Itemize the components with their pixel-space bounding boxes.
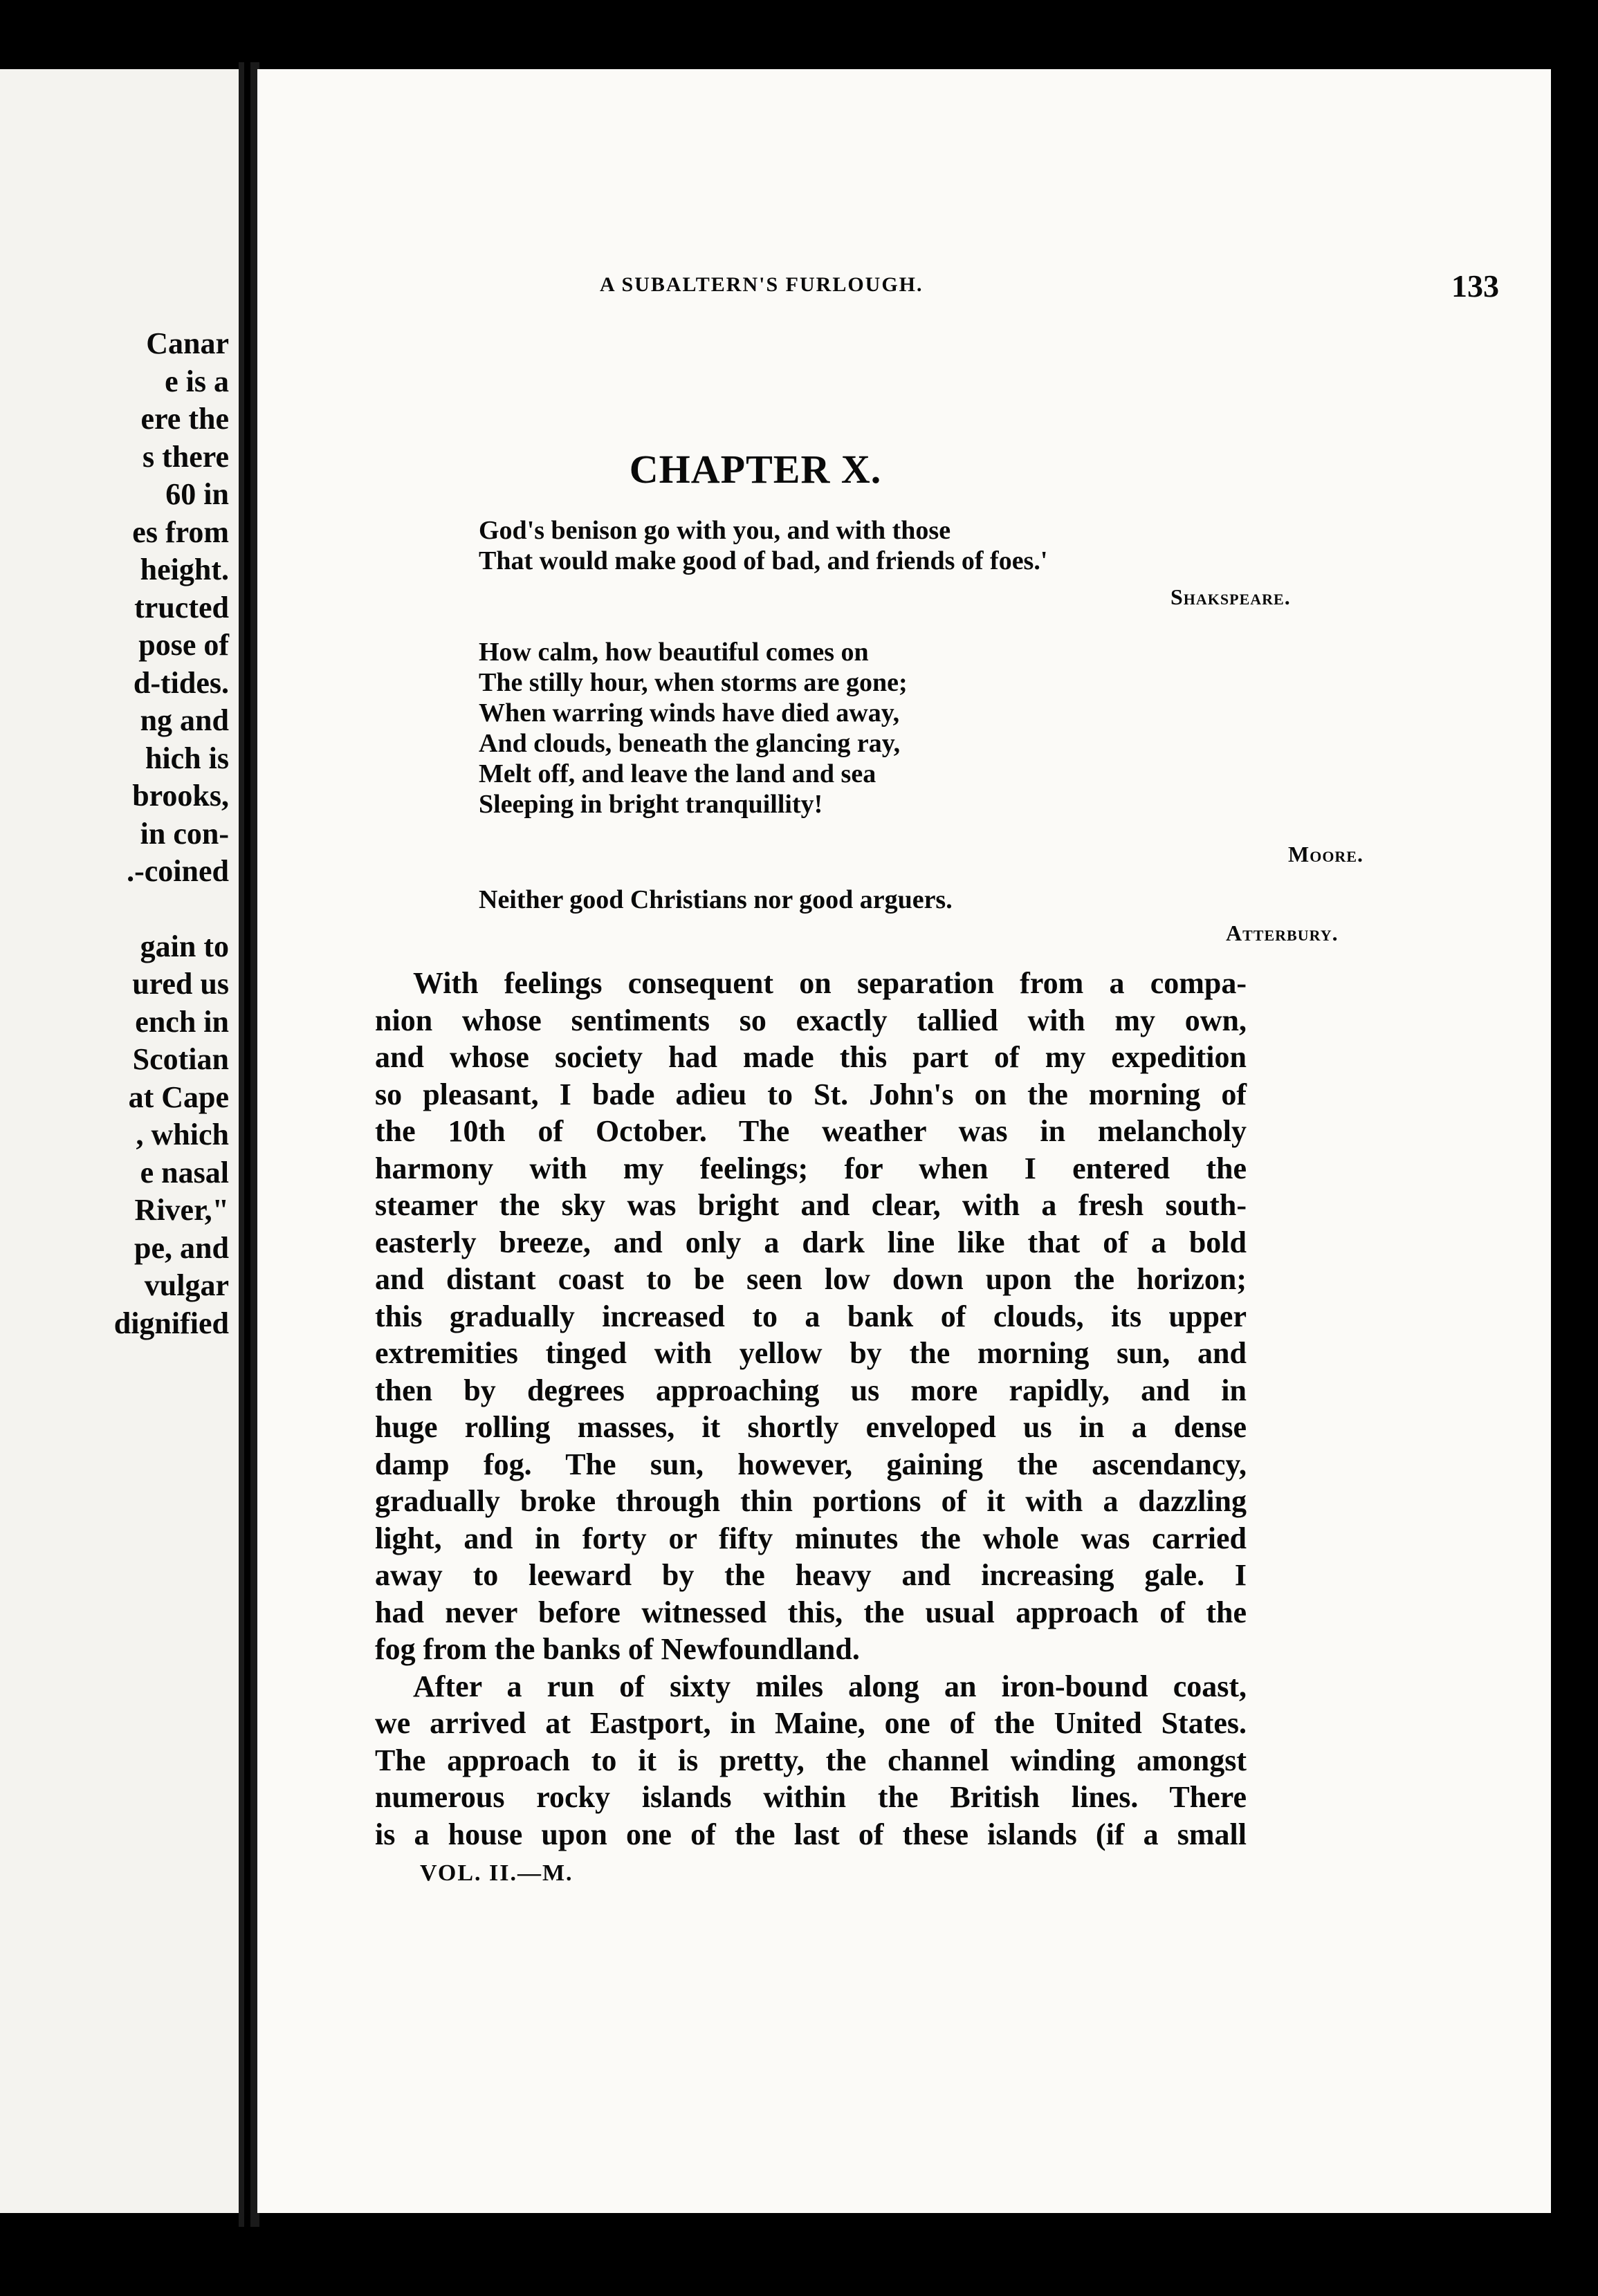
previous-page-fragment xyxy=(0,69,239,2213)
body-line: the 10th of October. The weather was in melancholy xyxy=(375,1114,1247,1148)
previous-page-line: e nasal xyxy=(140,1155,229,1189)
body-line: nion whose sentiments so exactly tallied with my own, xyxy=(375,1003,1247,1037)
epigraph-line: The stilly hour, when storms are gone; xyxy=(479,668,908,697)
previous-page-line: e is a xyxy=(165,364,229,398)
signature-mark: VOL. II.—M. xyxy=(420,1860,573,1886)
epigraph-line: When warring winds have died away, xyxy=(479,698,900,728)
epigraph-author: Atterbury. xyxy=(1226,920,1339,945)
previous-page-line: hich is xyxy=(145,741,229,775)
epigraphs xyxy=(465,515,1503,948)
body-line: is a house upon one of the last of these islands (if a small xyxy=(375,1817,1247,1851)
previous-page-line: .-coined xyxy=(127,854,229,888)
previous-page-line: in con- xyxy=(140,816,229,851)
previous-page-line: s there xyxy=(142,439,229,474)
epigraph-shakspeare xyxy=(465,515,1503,612)
body-line: extremities tinged with yellow by the morning sun, and xyxy=(375,1336,1247,1370)
epigraph-moore xyxy=(465,637,1503,869)
epigraph-line: God's benison go with you, and with those xyxy=(479,516,951,545)
epigraph-line: And clouds, beneath the glancing ray, xyxy=(479,729,901,758)
book-page xyxy=(257,69,1551,2213)
body-line: we arrived at Eastport, in Maine, one of the United States. xyxy=(375,1706,1247,1740)
body-line: The approach to it is pretty, the channel winding amongst xyxy=(375,1743,1247,1777)
epigraph-line: Sleeping in bright tranquillity! xyxy=(479,790,823,819)
body-line: had never before witnessed this, the usual approach of the xyxy=(375,1595,1247,1629)
epigraph-atterbury xyxy=(465,885,1503,948)
body-line: gradually broke through thin portions of it with a dazzling xyxy=(375,1484,1247,1518)
previous-page-text xyxy=(114,325,229,1342)
body-line: light, and in forty or fifty minutes the whole was carried xyxy=(375,1521,1247,1555)
running-head xyxy=(600,268,1499,315)
previous-page-line: pose of xyxy=(138,628,229,662)
previous-page-line: pe, and xyxy=(134,1230,229,1265)
chapter-title: CHAPTER X. xyxy=(629,447,882,492)
previous-page-line: Scotian xyxy=(132,1042,229,1076)
body-line: fog from the banks of Newfoundland. xyxy=(375,1632,860,1666)
body-line: After a run of sixty miles along an iron-bound coast, xyxy=(413,1669,1247,1703)
previous-page-line: River," xyxy=(134,1193,229,1227)
epigraph-line: Melt off, and leave the land and sea xyxy=(479,759,876,788)
body-line: harmony with my feelings; for when I entered the xyxy=(375,1151,1247,1185)
previous-page-line: at Cape xyxy=(128,1080,229,1114)
previous-page-line: , which xyxy=(136,1118,229,1151)
body-line: damp fog. The sun, however, gaining the ascendancy, xyxy=(375,1447,1247,1481)
previous-page-line: dignified xyxy=(113,1306,229,1340)
page-number: 133 xyxy=(1451,268,1499,304)
previous-page-line: brooks, xyxy=(132,779,229,813)
previous-page-line: ng and xyxy=(140,703,229,737)
book-gutter xyxy=(239,62,259,2227)
body-line: and whose society had made this part of my expedition xyxy=(375,1040,1247,1074)
body-line: this gradually increased to a bank of clouds, its upper xyxy=(375,1299,1247,1333)
previous-page-line: ured us xyxy=(132,967,229,1001)
body-line: numerous rocky islands within the British lines. There xyxy=(375,1780,1247,1814)
epigraph-line: Neither good Christians nor good arguers. xyxy=(479,885,953,914)
body-line: With feelings consequent on separation from a compa- xyxy=(413,966,1247,1000)
epigraph-author: Moore. xyxy=(1288,842,1363,867)
body-line: huge rolling masses, it shortly enveloped us in a dense xyxy=(375,1410,1247,1444)
running-title: A SUBALTERN'S FURLOUGH. xyxy=(600,273,924,296)
body-line: steamer the sky was bright and clear, with a fresh south- xyxy=(375,1188,1247,1222)
paragraph-gap xyxy=(114,891,229,928)
previous-page-line: gain to xyxy=(140,929,229,963)
body-line: away to leeward by the heavy and increasing gale. I xyxy=(375,1558,1247,1592)
previous-page-line: tructed xyxy=(134,590,229,624)
previous-page-line: ench in xyxy=(135,1004,229,1039)
body-line: so pleasant, I bade adieu to St. John's on the morning of xyxy=(375,1077,1247,1111)
previous-page-line: 60 in xyxy=(165,477,229,511)
epigraph-line: That would make good of bad, and friends of foes.' xyxy=(479,546,1048,575)
previous-page-line: Canar xyxy=(146,326,229,360)
epigraph-author: Shakspeare. xyxy=(1170,584,1291,609)
previous-page-line: es from xyxy=(132,515,229,549)
body-line: and distant coast to be seen low down upon the horizon; xyxy=(375,1262,1247,1296)
epigraph-line: How calm, how beautiful comes on xyxy=(479,638,869,667)
previous-page-line: d-tides. xyxy=(133,665,229,700)
previous-page-line: vulgar xyxy=(144,1268,229,1302)
previous-page-line: height. xyxy=(140,553,229,586)
body-line: then by degrees approaching us more rapidly, and in xyxy=(375,1373,1247,1407)
previous-page-line: ere the xyxy=(140,402,229,436)
body-line: easterly breeze, and only a dark line like that of a bold xyxy=(375,1225,1247,1259)
binding-line xyxy=(244,62,250,2227)
chapter-body xyxy=(375,965,1247,1853)
